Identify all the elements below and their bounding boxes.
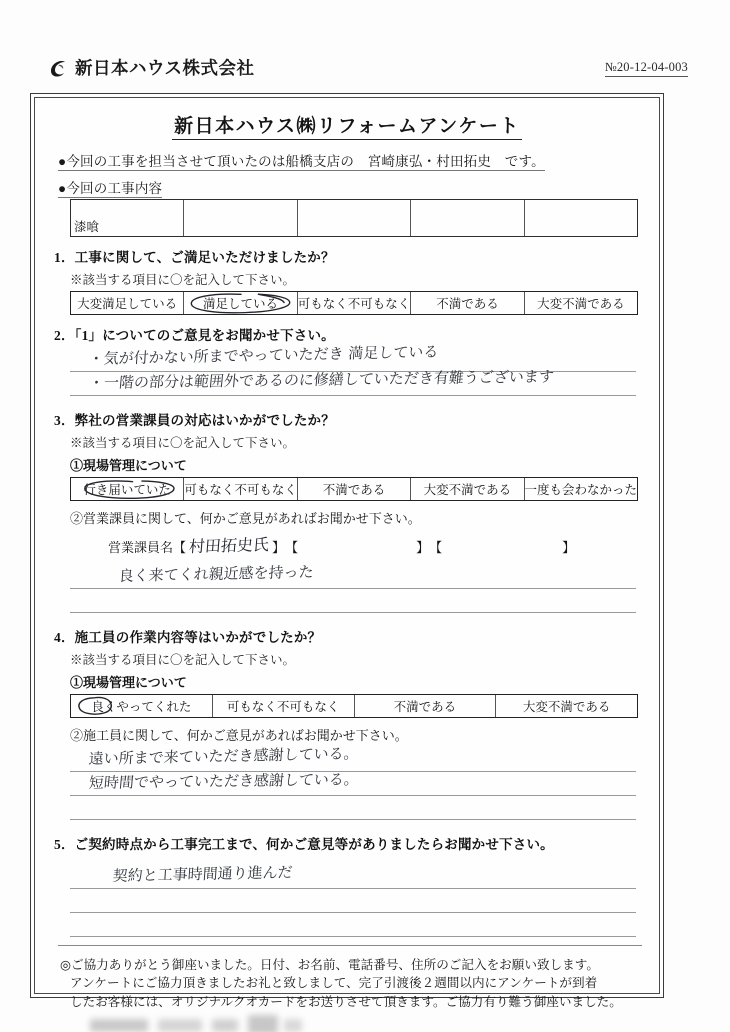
option-label: 不満である bbox=[393, 700, 457, 714]
work-content-cell[interactable] bbox=[184, 200, 297, 236]
footer-divider bbox=[58, 945, 642, 946]
question-3-note: ※該当する項目に〇を記入して下さい。 bbox=[70, 436, 296, 450]
salesperson-name-value[interactable]: 村田拓史氏 bbox=[188, 534, 270, 557]
option-did-well[interactable] bbox=[71, 695, 213, 717]
question-2 bbox=[54, 324, 654, 344]
option-label: 一度も会わなかった bbox=[524, 483, 638, 497]
handwritten-answer: 良く来てくれ親近感を持った bbox=[118, 562, 315, 585]
footer-note-line-3: したお客様には、オリジナルクオカードをお送りさせて頂きます。ご協力有り難う御座いました。 bbox=[70, 994, 622, 1009]
question-3 bbox=[54, 409, 654, 429]
option-very-dissatisfied[interactable] bbox=[411, 478, 524, 500]
bracket-close: 】 bbox=[562, 540, 576, 555]
question-2-text: 「1」についてのご意見をお聞かせ下さい。 bbox=[74, 328, 335, 343]
handwritten-answer: 遠い所まで来ていただき感謝している。 bbox=[88, 744, 360, 768]
redacted-personal-info bbox=[62, 1017, 640, 1032]
option-neutral[interactable] bbox=[184, 478, 298, 500]
option-label: 不満である bbox=[322, 483, 386, 497]
intro-line bbox=[58, 150, 654, 170]
option-dissatisfied[interactable] bbox=[411, 292, 524, 314]
answer-line[interactable] bbox=[70, 589, 636, 613]
answer-line[interactable] bbox=[70, 889, 636, 913]
handwritten-answer: ・気が付かない所までやっていただき 満足している bbox=[88, 342, 439, 368]
question-1 bbox=[54, 246, 654, 266]
question-2-answer[interactable] bbox=[70, 342, 636, 396]
work-content-cell[interactable] bbox=[71, 200, 184, 236]
work-content-label-text: ●今回の工事内容 bbox=[58, 181, 163, 196]
document-number: №20-12-04-003 bbox=[605, 60, 688, 77]
question-1-number: 1． bbox=[54, 250, 75, 265]
salesperson-name-row bbox=[70, 533, 654, 556]
answer-line[interactable] bbox=[70, 772, 636, 796]
question-4-answer[interactable] bbox=[70, 744, 636, 820]
option-dissatisfied[interactable] bbox=[298, 478, 411, 500]
question-5-number: 5． bbox=[54, 837, 75, 852]
question-3-text: 弊社の営業課員の対応はいかがでしたか？ bbox=[74, 413, 335, 428]
question-3-options bbox=[70, 477, 638, 501]
bracket-close: 】 bbox=[416, 540, 430, 555]
footer-note-line-1: ◎ご協力ありがとう御座いました。日付、お名前、電話番号、住所のご記入をお願い致します。 bbox=[60, 958, 599, 972]
work-content-cell[interactable] bbox=[298, 200, 411, 236]
footer-note-line-2: アンケートにご協力頂きましたお礼と致しまして、完了引渡後２週間以内にアンケートが到着 bbox=[70, 976, 598, 991]
option-label: 大変不満である bbox=[522, 700, 611, 714]
option-neutral[interactable] bbox=[213, 695, 355, 717]
work-content-label bbox=[58, 177, 654, 197]
question-5-text: ご契約時点から工事完工まで、何かご意見等がありましたらお聞かせ下さい。 bbox=[74, 837, 554, 852]
option-never-met[interactable] bbox=[525, 478, 638, 500]
page-title-text: 新日本ハウス㈱リフォームアンケート bbox=[172, 116, 522, 140]
question-5 bbox=[54, 833, 654, 853]
question-4-text: 施工員の作業内容等はいかがでしたか？ bbox=[74, 630, 322, 645]
option-label: 不満である bbox=[436, 297, 499, 311]
question-2-number: 2． bbox=[54, 328, 75, 343]
company-name: 新日本ハウス株式会社 bbox=[75, 59, 255, 79]
option-label: 可もなく不可もなく bbox=[297, 297, 411, 311]
salesperson-name-label: 営業課員名 bbox=[108, 540, 174, 555]
page-title bbox=[40, 111, 654, 138]
option-satisfied[interactable] bbox=[184, 292, 297, 314]
option-attentive[interactable] bbox=[71, 478, 184, 500]
question-4-note: ※該当する項目に〇を記入して下さい。 bbox=[70, 653, 296, 667]
footer-note bbox=[60, 956, 640, 1011]
intro-line-text: ●今回の工事を担当させて頂いたのは船橋支店の 宮崎康弘・村田拓史 です。 bbox=[58, 154, 545, 169]
option-label: 良くやってくれた bbox=[91, 700, 192, 714]
form-frame bbox=[30, 93, 664, 1009]
handwritten-answer: 短時間でやっていただき感謝している。 bbox=[88, 770, 360, 792]
bracket-open: 【 bbox=[429, 540, 443, 555]
answer-line[interactable] bbox=[70, 865, 636, 889]
question-3-subheading-2: ②営業課員に関して、何かご意見があればお聞かせ下さい。 bbox=[70, 511, 421, 526]
option-label: 行き届いていた bbox=[83, 483, 171, 497]
option-label: 可もなく不可もなく bbox=[184, 483, 297, 497]
question-4-options bbox=[70, 694, 638, 718]
option-label: 満足している bbox=[203, 297, 279, 311]
answer-line[interactable] bbox=[70, 562, 636, 589]
answer-line[interactable] bbox=[70, 796, 636, 820]
question-1-note: ※該当する項目に〇を記入して下さい。 bbox=[70, 273, 296, 287]
question-3-subheading-1: ①現場管理について bbox=[70, 458, 187, 473]
option-label: 大変不満である bbox=[537, 297, 625, 311]
swoosh-logo-icon bbox=[47, 57, 69, 79]
question-4 bbox=[54, 626, 654, 646]
option-very-dissatisfied[interactable] bbox=[525, 292, 637, 314]
question-4-subheading-2: ②施工員に関して、何かご意見があればお聞かせ下さい。 bbox=[70, 728, 408, 743]
option-very-satisfied[interactable] bbox=[71, 292, 184, 314]
company-logo bbox=[47, 55, 254, 80]
bracket-open: 【 bbox=[285, 540, 299, 555]
page-header bbox=[0, 0, 730, 92]
question-4-number: 4． bbox=[54, 630, 75, 645]
question-5-answer[interactable] bbox=[70, 865, 636, 937]
question-1-text: 工事に関して、ご満足いただけましたか？ bbox=[74, 250, 335, 265]
answer-line[interactable] bbox=[70, 367, 636, 396]
question-4-subheading-1: ①現場管理について bbox=[70, 675, 187, 690]
option-label: 可もなく不可もなく bbox=[226, 700, 340, 714]
handwritten-answer: 契約と工事時間通り進んだ bbox=[112, 863, 294, 885]
question-1-options bbox=[70, 291, 638, 315]
question-3-number: 3． bbox=[54, 413, 75, 428]
question-3-answer[interactable] bbox=[70, 562, 636, 613]
bracket-open: 【 bbox=[173, 540, 187, 555]
answer-line[interactable] bbox=[70, 913, 636, 937]
work-content-cell[interactable] bbox=[525, 200, 637, 236]
option-neutral[interactable] bbox=[298, 292, 412, 314]
handwritten-answer: ・一階の部分は範囲外であるのに修繕していただき有難うございます bbox=[88, 367, 555, 392]
work-content-cell[interactable] bbox=[411, 200, 524, 236]
work-content-table bbox=[70, 199, 638, 237]
option-very-dissatisfied[interactable] bbox=[496, 695, 637, 717]
option-label: 大変満足している bbox=[77, 297, 178, 311]
option-dissatisfied[interactable] bbox=[355, 695, 497, 717]
option-label: 大変不満である bbox=[423, 483, 512, 497]
work-content-cell-value: 漆喰 bbox=[74, 220, 100, 234]
bracket-close: 】 bbox=[272, 540, 286, 555]
